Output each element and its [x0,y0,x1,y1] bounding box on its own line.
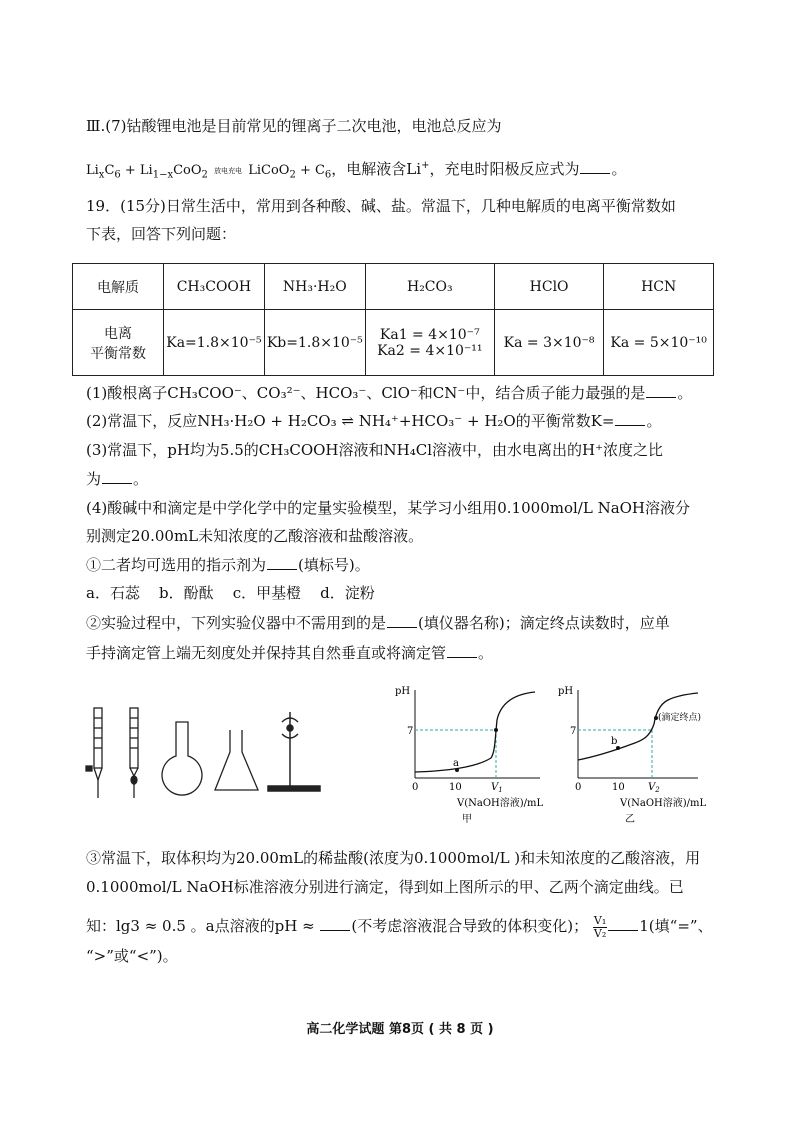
x-tick-v2: $V_2$ [648,782,660,794]
y-tick-7: 7 [407,726,414,737]
q19-c3-1: ③常温下，取体积均为20.00mL的稀盐酸(浓度为0.1000mol/L )和未知浓度的乙酸溶液，用 [86,849,701,867]
graph-caption: 甲 [462,814,472,825]
curve [415,692,535,772]
volumetric-flask [162,722,202,795]
q19-part3-b: 为 。 [86,470,149,488]
y-axis-label: pH [558,686,574,697]
table-row: 电离 平衡常数 Ka=1.8×10⁻⁵ Kb=1.8×10⁻⁵ Ka1 = 4×10⁻⁷ Ka2 = 4×10⁻¹¹ Ka = 3×10⁻⁸ Ka = 5×10⁻¹⁰ [73,310,714,376]
x-tick-10: 10 [449,782,462,793]
q19-c3-3: 知：lg3 ≈ 0.5 。a点溶液的pH ≈ (不考虑溶液混合导致的体积变化)； $\frac{\text{V₁}}{\text{V₂}}$ 1(填“=”、 [86,913,713,940]
q19-part4-2: 别测定20.00mL未知浓度的乙酸溶液和盐酸溶液。 [86,527,424,545]
q19-part2: (2)常温下，反应NH₃·H₂O + H₂CO₃ ⇌ NH₄⁺+HCO₃⁻ + H₂O的平衡常数K= 。 [86,412,662,430]
q19-part4-1: (4)酸碱中和滴定是中学化学中的定量实验模型，某学习小组用0.1000mol/L NaOH溶液分 [86,499,691,517]
q19-part3: (3)常温下，pH均为5.5的CH₃COOH溶液和NH₄Cl溶液中，由水电离出的H⁺浓度之比 [86,441,664,459]
titration-curve-jia [385,680,555,830]
curve [578,693,698,760]
q19-c2-1: ②实验过程中，下列实验仪器中不需用到的是 (填仪器名称)；滴定终点读数时，应单 [86,614,670,632]
point-b-label: b [611,736,618,747]
burette-1 [86,708,102,798]
burette-stand [268,712,320,791]
lab-apparatus [70,700,370,805]
conical-flask [215,730,258,790]
x-tick-0: 0 [575,782,582,793]
answer-blank [580,158,610,174]
reversible-arrow: 放电充电 [214,166,243,175]
x-tick-v1: $V_1$ [491,782,503,794]
x-axis-label: V(NaOH溶液)/mL [457,798,544,809]
q19-intro-2: 下表，回答下列问题： [86,225,237,243]
y-tick-7: 7 [570,726,577,737]
q19-c1-options: a．石蕊 b．酚酞 c．甲基橙 d．淀粉 [86,584,375,602]
q7-line [86,116,730,136]
battery-equation: $Li_xC_6 + Li_{1-x}CoO_2$ 放电充电 LiCoO$_2$ + $C_6$，电解液含Li+，充电时阳极反应式为 。 [86,160,627,181]
graph-caption: 乙 [625,814,635,825]
point-a-label: a [453,758,459,769]
titration-curve-yi [548,680,718,830]
ionization-constant-table [72,263,714,376]
q19-part1: (1)酸根离子CH₃COO⁻、CO₃²⁻、HCO₃⁻、ClO⁻和CN⁻中，结合质子能力最强的是 。 [86,384,693,402]
q19-c3-4: “>”或“<”)。 [86,947,178,965]
endpoint-label: (滴定终点) [658,713,702,723]
page-footer: 高二化学试题 第8页 ( 共 8 页 ) [306,1022,494,1037]
q19-intro-1: 19．(15分)日常生活中，常用到各种酸、碱、盐。常温下，几种电解质的电离平衡常数如 [86,197,676,215]
v1-v2-ratio: $\frac{\text{V₁}}{\text{V₂}}$ [593,913,607,940]
x-tick-10: 10 [612,782,625,793]
q19-c1: ①二者均可选用的指示剂为 (填标号)。 [86,556,370,574]
section-label: Ⅲ. [86,117,106,135]
x-axis-label: V(NaOH溶液)/mL [620,798,707,809]
q7-text: (7)钴酸锂电池是目前常见的锂离子二次电池，电池总反应为 [105,117,502,135]
x-tick-0: 0 [412,782,419,793]
q19-c3-2: 0.1000mol/L NaOH标准溶液分别进行滴定，得到如上图所示的甲、乙两个滴定曲线。已 [86,878,684,896]
burette-2 [130,708,138,798]
q19-c2-2: 手持滴定管上端无刻度处并保持其自然垂直或将滴定管 。 [86,644,494,662]
table-row: 电解质 CH₃COOH NH₃·H₂O H₂CO₃ HClO HCN [73,264,714,310]
endpoint [494,728,498,732]
y-axis-label: pH [395,686,411,697]
